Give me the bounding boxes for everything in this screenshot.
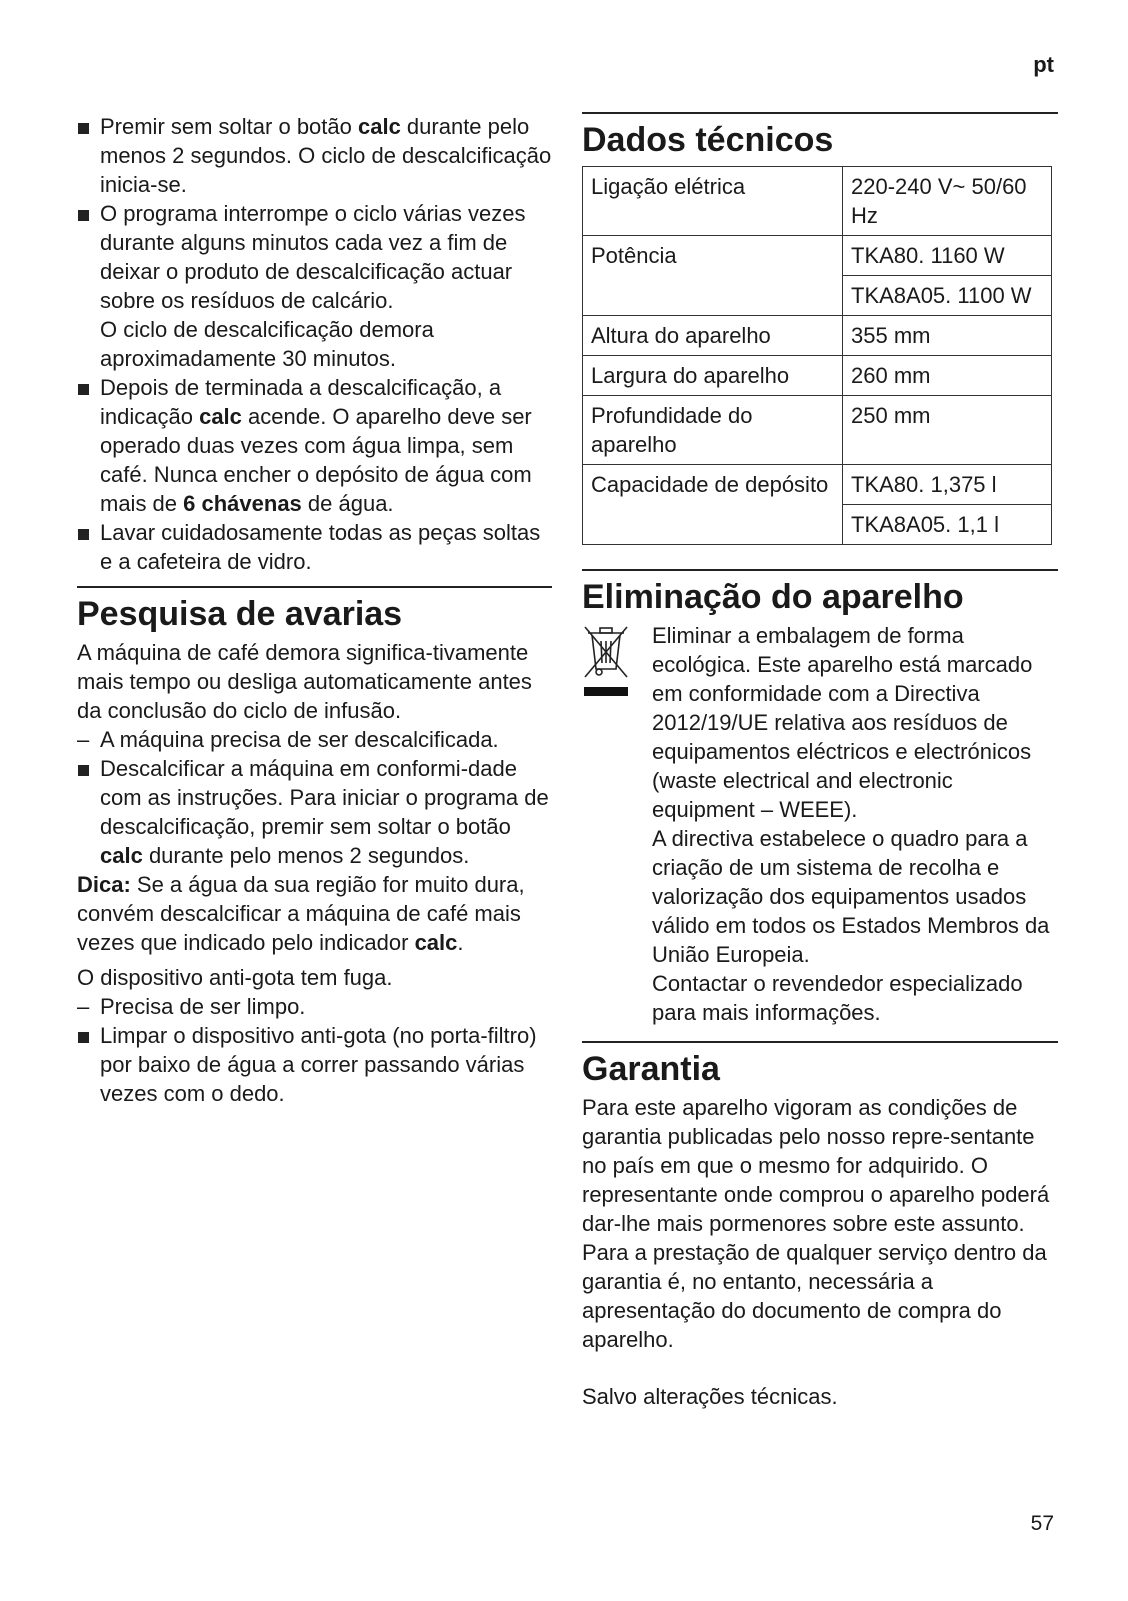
cause-item: – A máquina precisa de ser descalcificada. <box>77 725 552 754</box>
disposal-text-2: A directiva estabelece o quadro para a criação de um sistema de recolha e valorização dos equipamentos usados válido em todos os Estados Membros da União Europeia. <box>652 826 1050 967</box>
table-row: Potência TKA80. 1160 W <box>583 236 1052 276</box>
table-row: Profundidade do aparelho 250 mm <box>583 396 1052 465</box>
remedy-item: Descalcificar a máquina em conformi-dade com as instruções. Para iniciar o programa de descalcificação, premir sem soltar o botão calc durante pelo menos 2 segundos. <box>77 754 552 870</box>
table-row: Ligação elétrica 220-240 V~ 50/60 Hz <box>583 167 1052 236</box>
left-column <box>77 112 552 1108</box>
troubleshooting-symptom-2: O dispositivo anti-gota tem fuga. <box>77 965 393 990</box>
table-row: Altura do aparelho 355 mm <box>583 316 1052 356</box>
troubleshooting-symptom-1: A máquina de café demora significa-tivamente mais tempo ou desliga automaticamente antes da conclusão do ciclo de infusão. <box>77 640 532 723</box>
list-item: Lavar cuidadosamente todas as peças soltas e a cafeteira de vidro. <box>77 518 552 576</box>
cause-item: – Precisa de ser limpo. <box>77 992 552 1021</box>
tip-paragraph: Dica: Se a água da sua região for muito dura, convém descalcificar a máquina de café mais vezes que indicado pelo indicador calc. <box>77 872 525 955</box>
disposal-heading: Eliminação do aparelho <box>582 569 1058 617</box>
warranty-text: Para este aparelho vigoram as condições de garantia publicadas pelo nosso repre-sentante no país em que o mesmo for adquirido. O representante onde comprou o aparelho poderá dar-lhe mais pormenores sobre este assunto. Para a prestação de qualquer serviço dentro da garantia é, no entanto, necessária a apresentação do documento de compra do aparelho. <box>582 1095 1050 1352</box>
page-number: 57 <box>1030 1512 1054 1535</box>
disposal-text-3: Contactar o revendedor especializado para mais informações. <box>652 971 1023 1025</box>
table-row: TKA8A05. 1,1 l <box>583 505 1052 545</box>
disposal-section <box>582 621 1058 1027</box>
troubleshooting-heading: Pesquisa de avarias <box>77 586 552 634</box>
tech-data-table <box>582 166 1052 545</box>
table-row: Capacidade de depósito TKA80. 1,375 l <box>583 465 1052 505</box>
tech-data-heading: Dados técnicos <box>582 112 1058 160</box>
disposal-text-1: Eliminar a embalagem de forma ecológica. Este aparelho está marcado em conformidade com a Directiva 2012/19/UE relativa aos resíduos de equipamentos eléctricos e electrónicos (waste electrical and electronic equipment – WEEE). <box>652 623 1033 822</box>
table-row: Largura do aparelho 260 mm <box>583 356 1052 396</box>
warranty-note: Salvo alterações técnicas. <box>582 1384 838 1409</box>
warranty-heading: Garantia <box>582 1041 1058 1089</box>
weee-crossed-bin-icon <box>582 625 630 701</box>
language-code: pt <box>1033 52 1054 77</box>
right-column <box>582 112 1058 1411</box>
list-item: Depois de terminada a descalcificação, a indicação calc acende. O aparelho deve ser operado duas vezes com água limpa, sem café. Nunca encher o depósito de água com mais de 6 chávenas de água. <box>77 373 552 518</box>
descaling-steps <box>77 112 552 576</box>
list-item: O programa interrompe o ciclo várias vezes durante alguns minutos cada vez a fim de deixar o produto de descalcificação actuar sobre os resíduos de calcário. O ciclo de descalcificação demora aproximadamente 30 minutos. <box>77 199 552 373</box>
table-row: TKA8A05. 1100 W <box>583 276 1052 316</box>
list-item: Premir sem soltar o botão calc durante pelo menos 2 segundos. O ciclo de descalcificação inicia-se. <box>77 112 552 199</box>
remedy-item: Limpar o dispositivo anti-gota (no porta-filtro) por baixo de água a correr passando várias vezes com o dedo. <box>77 1021 552 1108</box>
